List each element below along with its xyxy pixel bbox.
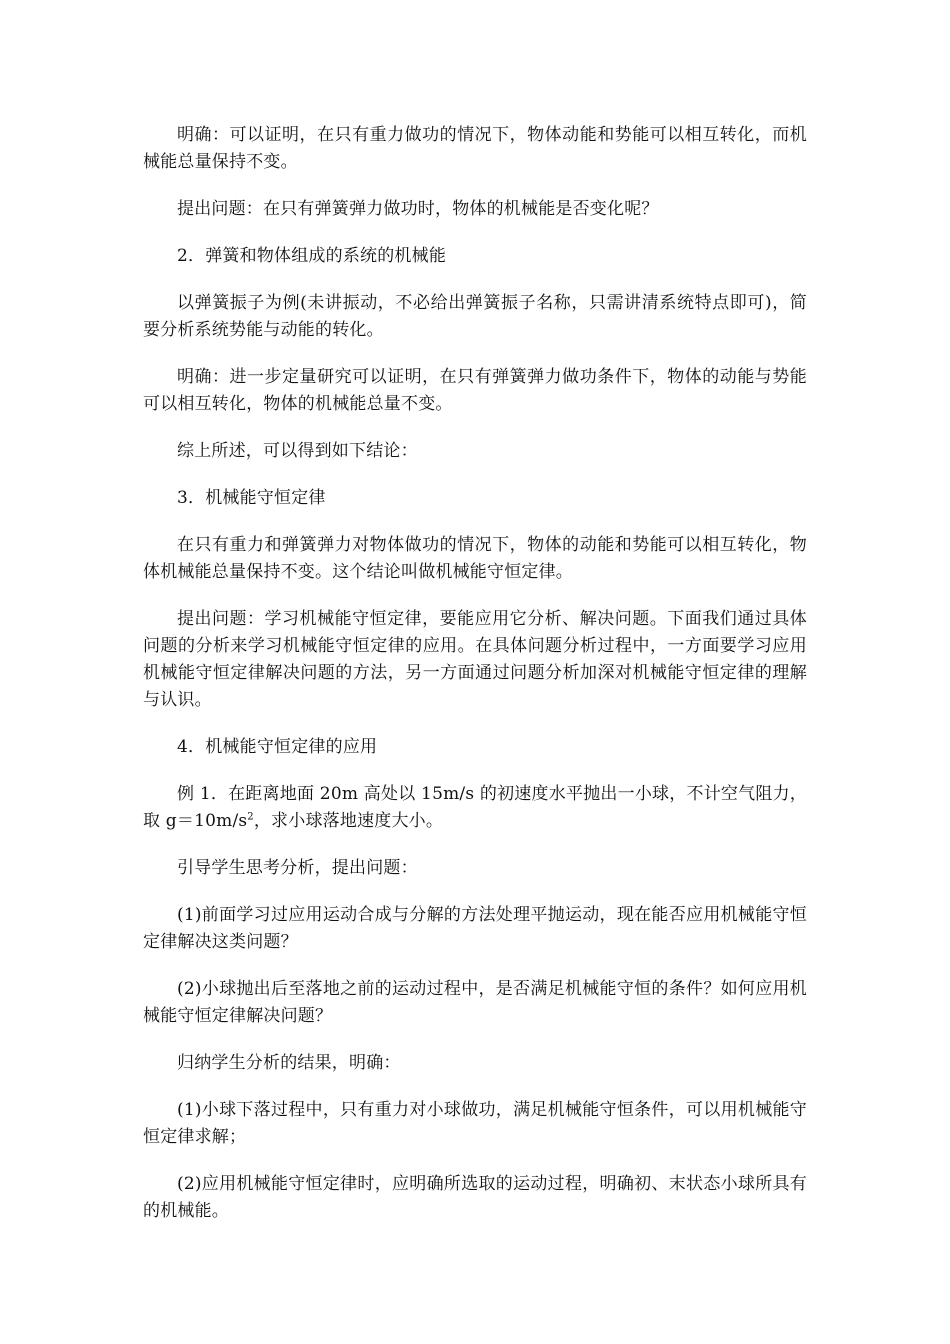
paragraph-spring-oscillator: 以弹簧振子为例(未讲振动，不必给出弹簧振子名称，只需讲清系统特点即可)，简要分析系统势能与动能的转化。 [143,293,807,340]
paragraph-summarize: 归纳学生分析的结果，明确： [177,1053,401,1073]
paragraph-law-statement: 在只有重力和弹簧弹力对物体做功的情况下，物体的动能和势能可以相互转化，物体机械能总量保持不变。这个结论叫做机械能守恒定律。 [143,535,807,582]
paragraph-answer-1: (1)小球下落过程中，只有重力对小球做功，满足机械能守恒条件，可以用机械能守恒定律求解； [143,1100,807,1147]
section-heading-4: 4．机械能守恒定律的应用 [177,737,378,757]
paragraph-summary: 综上所述，可以得到如下结论： [177,441,418,461]
paragraph-answer-2: (2)应用机械能守恒定律时，应明确所选取的运动过程，明确初、末状态小球所具有的机械能。 [143,1174,807,1221]
paragraph-conclusion-spring: 明确：进一步定量研究可以证明，在只有弹簧弹力做功条件下，物体的动能与势能可以相互转化，物体的机械能总量不变。 [143,367,807,414]
document-body [143,122,807,1245]
paragraph-guide-students: 引导学生思考分析，提出问题： [177,858,418,878]
paragraph-question-2: (2)小球抛出后至落地之前的运动过程中，是否满足机械能守恒的条件？如何应用机械能守恒定律解决问题？ [143,979,807,1026]
paragraph-question-spring: 提出问题：在只有弹簧弹力做功时，物体的机械能是否变化呢？ [177,199,659,219]
paragraph-conclusion-gravity: 明确：可以证明，在只有重力做功的情况下，物体动能和势能可以相互转化，而机械能总量保持不变。 [143,125,807,172]
paragraph-question-application: 提出问题：学习机械能守恒定律，要能应用它分析、解决问题。下面我们通过具体问题的分析来学习机械能守恒定律的应用。在具体问题分析过程中，一方面要学习应用机械能守恒定律解决问题的方法，另一方面通过问题分析加深对机械能守恒定律的理解与认识。 [143,609,807,710]
paragraph-example-1: 例 1．在距离地面 20m 高处以 15m/s 的初速度水平抛出一小球，不计空气阻力，取 $g=10m/s^2$，求小球落地速度大小。 [143,784,807,831]
section-heading-3: 3．机械能守恒定律 [177,488,326,508]
section-heading-2: 2．弹簧和物体组成的系统的机械能 [177,246,447,266]
paragraph-question-1: (1)前面学习过应用运动合成与分解的方法处理平抛运动，现在能否应用机械能守恒定律解决这类问题？ [143,905,807,952]
